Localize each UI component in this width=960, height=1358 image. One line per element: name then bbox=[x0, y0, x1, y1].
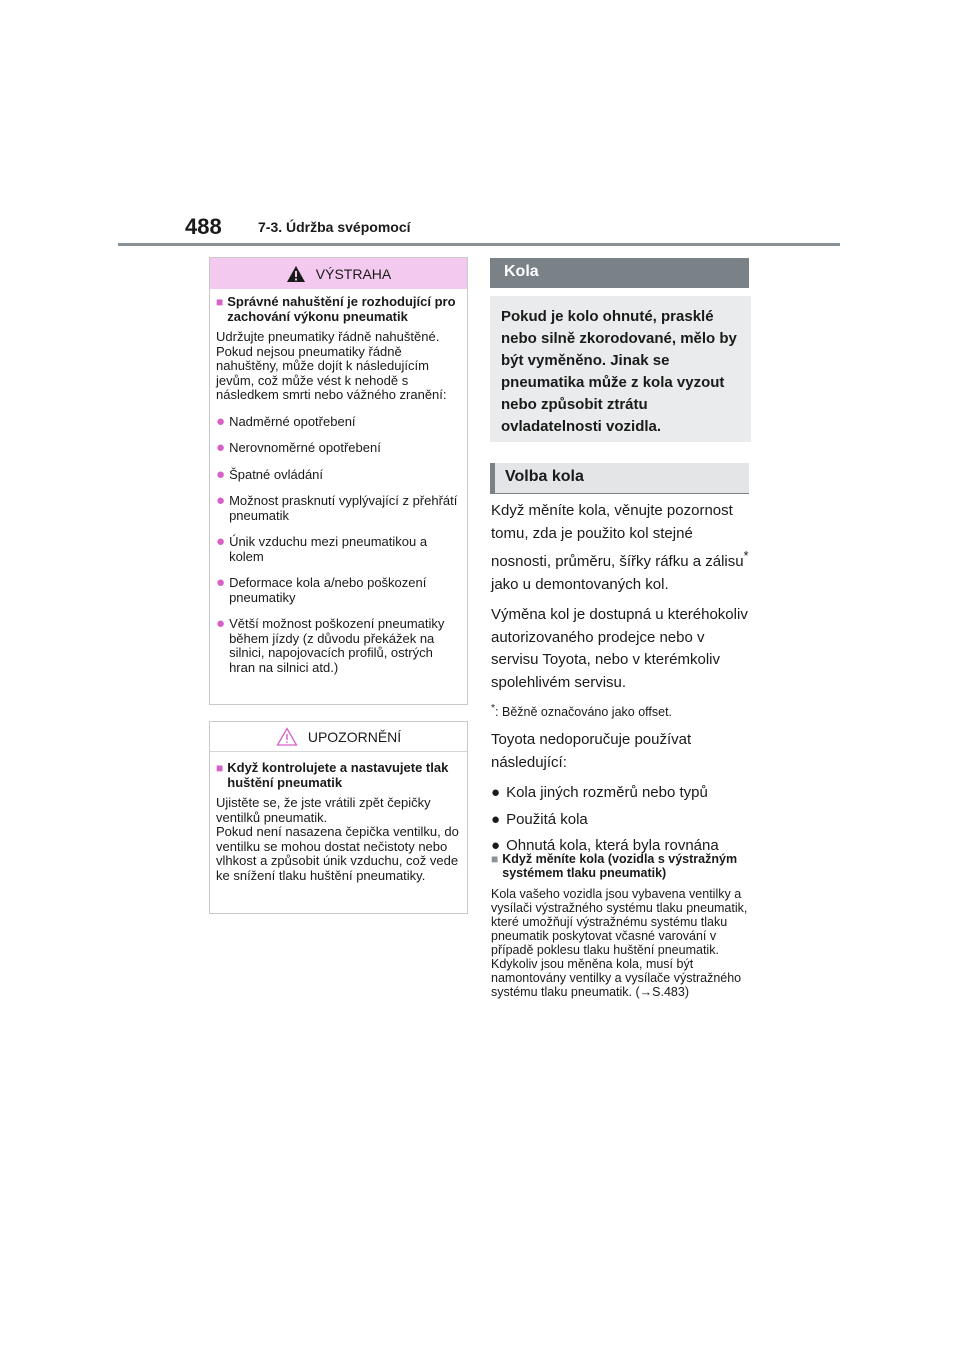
caution-paragraph-2: Pokud není nasazena čepička ventilku, do ventilku se mohou dostat nečistoty nebo vlhkost a způsobit únik vzduchu, což vede ke snížení tlaku huštění pneumatiky. bbox=[216, 824, 459, 883]
warning-heading: ■ Správné nahuštění je rozhodující pro zachování výkonu pneumatik bbox=[216, 294, 456, 324]
caution-paragraph-1: Ujistěte se, že jste vrátili zpět čepičky ventilků pneumatik. bbox=[216, 795, 431, 825]
bullet-dot-icon: ● bbox=[216, 533, 226, 550]
warning-triangle-icon bbox=[286, 265, 306, 283]
volba-paragraph-2: Výměna kol je dostupná u kteréhokoliv autorizovaného prodejce nebo v servisu Toyota, nebo v kterémkoliv spolehlivém servisu. bbox=[491, 606, 748, 691]
bullet-dot-icon: ● bbox=[491, 810, 501, 828]
list-item: ● Kola jiných rozměrů nebo typů bbox=[491, 782, 756, 805]
warning-header bbox=[210, 258, 467, 289]
volba-section-title: Volba kola bbox=[490, 463, 749, 494]
caution-heading: ■ Když kontrolujete a nastavujete tlak huštění pneumatik bbox=[216, 760, 449, 790]
list-item: ● Nerovnoměrné opotřebení bbox=[216, 439, 381, 456]
tpms-section bbox=[491, 852, 753, 999]
caution-header bbox=[210, 722, 467, 752]
warning-box bbox=[209, 257, 468, 705]
bullet-dot-icon: ● bbox=[216, 439, 226, 456]
list-item: ● Nadměrné opotřebení bbox=[216, 412, 356, 430]
volba-paragraph-3: Toyota nedoporučuje používat následující: bbox=[491, 731, 692, 771]
bullet-dot-icon: ● bbox=[216, 465, 226, 483]
section-title: 7-3. Údržba svépomocí bbox=[258, 219, 411, 235]
bullet-dot-icon: ● bbox=[216, 574, 226, 591]
arrow-icon: → bbox=[639, 985, 653, 999]
bullet-dot-icon: ● bbox=[216, 615, 226, 632]
list-item: ● Špatné ovládání bbox=[216, 465, 324, 483]
list-item: ● Větší možnost poškození pneumatiky během jízdy (z důvodu překážek na silnici, napojovacích profilů, ostrých hran na silnici atd.) bbox=[216, 615, 445, 675]
square-bullet-icon: ■ bbox=[491, 852, 499, 866]
caution-title: UPOZORNĚNÍ bbox=[307, 728, 402, 745]
tpms-paragraph: Kola vašeho vozidla jsou vybavena ventilky a vysílači výstražného systému tlaku pneumatik, které umožňují výstražnému systému tlaku pneumatik poskytovat včasné varování v případě poklesu tlaku huštění pneumatik. Kdykoliv jsou měněna kola, musí být namontovány ventilky a vysílače výstražného systému tlaku pneumatik. (→S.483) bbox=[491, 887, 748, 999]
list-item: ● Ohnutá kola, která byla rovnána bbox=[491, 835, 756, 858]
caution-box bbox=[209, 721, 468, 914]
list-item: ● Deformace kola a/nebo poškození pneumatiky bbox=[216, 574, 427, 605]
square-bullet-icon: ■ bbox=[216, 295, 224, 309]
list-item: ● Únik vzduchu mezi pneumatikou a kolem bbox=[216, 533, 428, 564]
caution-triangle-icon bbox=[276, 727, 298, 746]
header-divider bbox=[118, 243, 840, 246]
page-number: 488 bbox=[185, 214, 222, 239]
footnote: *: Běžně označováno jako offset. bbox=[491, 703, 673, 720]
tpms-heading: ■ Když měníte kola (vozidla s výstražným systémem tlaku pneumatik) bbox=[491, 852, 738, 880]
page-reference-link[interactable]: S.483) bbox=[652, 985, 690, 999]
bullet-dot-icon: ● bbox=[491, 784, 501, 802]
warning-title: VÝSTRAHA bbox=[315, 265, 392, 282]
warning-paragraph: Udržujte pneumatiky řádně nahuštěné. Pokud nejsou pneumatiky řádně nahuštěny, může dojít k následujícím jevům, což může vést k nehodě s následkem smrti nebo vážného zranění: bbox=[216, 329, 447, 402]
volba-content bbox=[491, 500, 756, 862]
bullet-dot-icon: ● bbox=[491, 837, 501, 855]
square-bullet-icon: ■ bbox=[216, 761, 224, 775]
bullet-dot-icon: ● bbox=[216, 412, 226, 430]
list-item: ● Možnost prasknutí vyplývající z přehřátí pneumatik bbox=[216, 492, 458, 523]
volba-paragraph-1: Když měníte kola, věnujte pozornost tomu, zda je použito kol stejné nosnosti, průměru, šířky ráfku a zálisu* jako u demontovaných kol. bbox=[491, 502, 749, 593]
kola-note: Pokud je kolo ohnuté, prasklé nebo silně zkorodované, mělo by být vyměněno. Jinak se pneumatika může z kola vyzout nebo způsobit ztrátu ovladatelnosti vozidla. bbox=[490, 296, 751, 442]
list-item: ● Použitá kola bbox=[491, 809, 756, 832]
kola-section-title: Kola bbox=[490, 258, 749, 288]
bullet-dot-icon: ● bbox=[216, 492, 226, 509]
